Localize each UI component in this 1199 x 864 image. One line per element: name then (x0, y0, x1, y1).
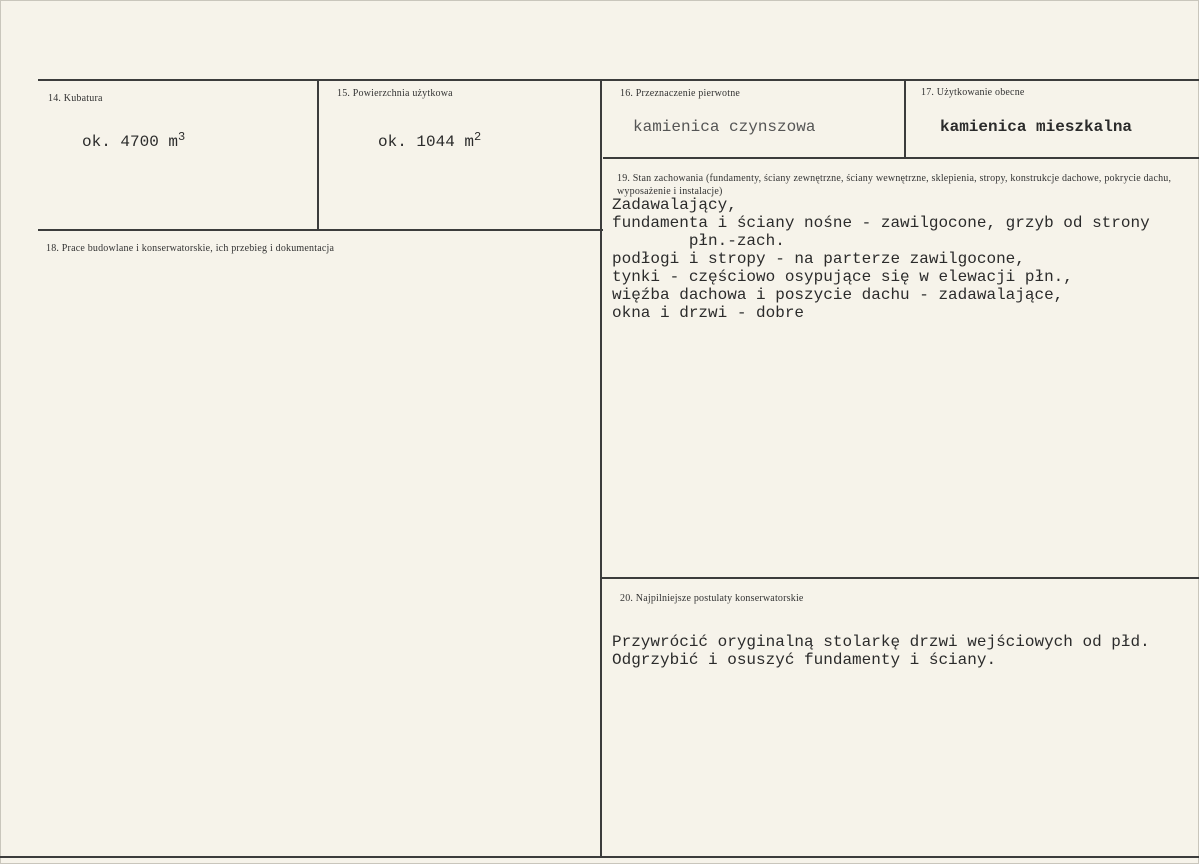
field-15-unit-sup: 2 (474, 130, 482, 144)
col-divider-14-15 (317, 79, 319, 231)
field-15-value-text: ok. 1044 m (378, 133, 475, 151)
field-15-value (378, 128, 481, 151)
field-19-label: 19. Stan zachowania (fundamenty, ściany zewnętrzne, ściany wewnętrzne, sklepienia, stropy, konstrukcje dachowe, pokrycie dachu, wyposażenie i instalacje) (617, 173, 1172, 197)
field-17-label: 17. Użytkowanie obecne (921, 87, 1025, 98)
section20-divider (601, 577, 1199, 579)
field-19-line: fundamenta i ściany nośne - zawilgocone, grzyb od strony (612, 214, 1150, 232)
field-14-label: 14. Kubatura (48, 93, 103, 104)
col-divider-main (600, 79, 602, 858)
field-20-line: Odgrzybić i osuszyć fundamenty i ściany. (612, 651, 997, 669)
field-14-value (82, 128, 185, 151)
field-15-label: 15. Powierzchnia użytkowa (337, 88, 453, 99)
field-19-line: okna i drzwi - dobre (612, 304, 805, 322)
field-19-line: tynki - częściowo osypujące się w elewacji płn., (612, 268, 1073, 286)
field-20-label: 20. Najpilniejsze postulaty konserwatorskie (620, 593, 804, 604)
field-14-value-text: ok. 4700 m (82, 133, 179, 151)
field-17-value: kamienica mieszkalna (940, 118, 1133, 136)
field-19-text (612, 196, 1150, 322)
field-16-value: kamienica czynszowa (633, 118, 816, 136)
field-18-label: 18. Prace budowlane i konserwatorskie, ich przebieg i dokumentacja (46, 243, 335, 254)
field-19-line: podłogi i stropy - na parterze zawilgocone, (612, 250, 1025, 268)
field-19-line: płn.-zach. (612, 232, 785, 250)
field-19-line: Zadawalający, (612, 196, 737, 214)
field-14-unit-sup: 3 (178, 130, 186, 144)
field-16-label: 16. Przeznaczenie pierwotne (620, 88, 741, 99)
field-20-text (612, 633, 1150, 669)
field-20-line: Przywrócić oryginalną stolarkę drzwi wejściowych od płd. (612, 633, 1150, 651)
top-border-line (38, 79, 1199, 81)
row-divider-right (603, 157, 1199, 159)
col-divider-16-17 (904, 79, 906, 159)
row-divider-left (38, 229, 603, 231)
field-19-line: więźba dachowa i poszycie dachu - zadawalające, (612, 286, 1064, 304)
